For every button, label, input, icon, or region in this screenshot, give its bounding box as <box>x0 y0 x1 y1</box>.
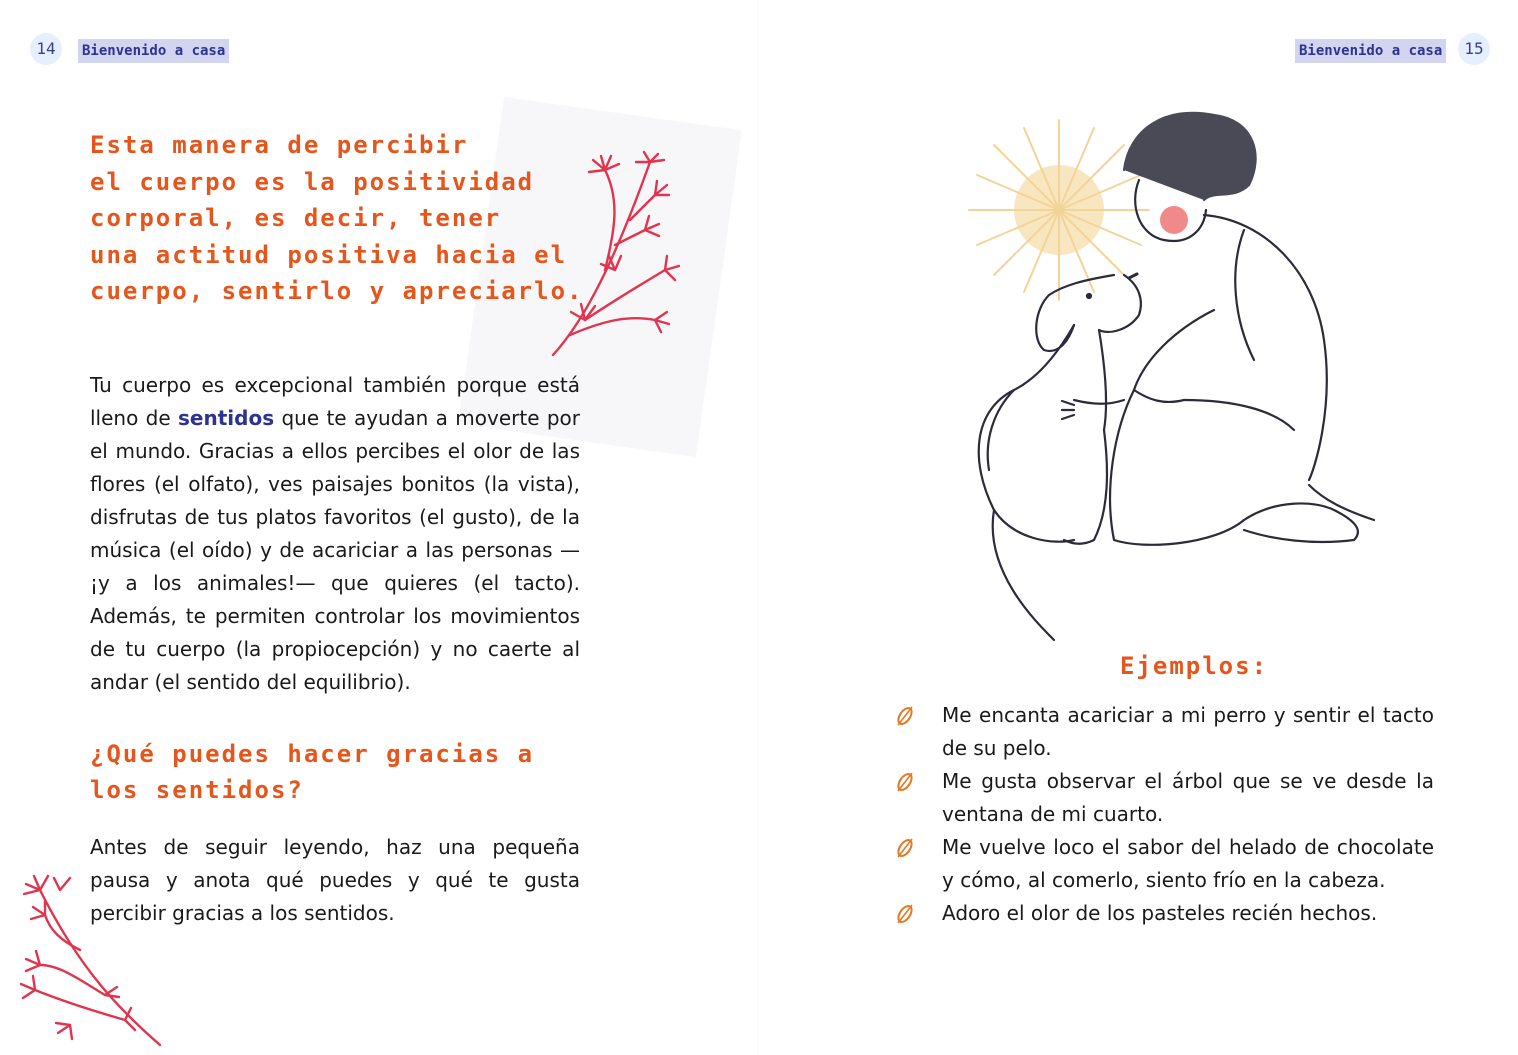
section-heading: ¿Qué puedes hacer gracias a los sentidos? <box>90 740 535 804</box>
intro-heading-line: una actitud positiva hacia el <box>90 240 568 269</box>
leaf-bullet-icon <box>894 771 916 793</box>
list-item <box>894 831 1434 897</box>
examples-title: Ejemplos: <box>1119 652 1269 680</box>
examples-list <box>894 699 1434 930</box>
list-item <box>894 765 1434 831</box>
sprig-illustration-top <box>545 150 680 360</box>
body-paragraph <box>90 369 580 699</box>
list-item <box>894 699 1434 765</box>
intro-heading-line: corporal, es decir, tener <box>90 204 502 232</box>
running-title: Bienvenido a casa <box>1295 39 1446 63</box>
paragraph-text: que te ayudan a moverte por el mundo. Gracias a ellos percibes el olor de las flores (el olfato), ves paisajes bonitos (la vista), disfrutas de tus platos favoritos (el gusto), de la música (el oído) y de acariciar a las personas —¡y a los animales!— que quieres (el tacto). Además, te permiten controlar los movimientos de tu cuerpo (la propiocepción) y no caerte al andar (el sentido del equilibrio). <box>90 406 581 694</box>
highlighted-term: sentidos <box>178 406 275 430</box>
boy-and-dog-illustration <box>914 100 1474 660</box>
example-text: Me vuelve loco el sabor del helado de chocolate y cómo, al comerlo, siento frío en la cabeza. <box>942 835 1434 892</box>
running-title: Bienvenido a casa <box>78 39 229 63</box>
sprig-illustration-bottom <box>0 870 170 1055</box>
intro-heading-line: cuerpo, sentirlo y apreciarlo. <box>90 277 584 305</box>
leaf-bullet-icon <box>894 903 916 925</box>
page-number: 15 <box>1458 33 1490 65</box>
right-page <box>759 0 1518 1055</box>
intro-heading <box>90 127 584 310</box>
example-text: Adoro el olor de los pasteles recién hechos. <box>942 901 1378 925</box>
page-number: 14 <box>30 33 62 65</box>
leaf-bullet-icon <box>894 705 916 727</box>
intro-heading-line: Esta manera de percibir <box>90 131 469 159</box>
leaf-bullet-icon <box>894 837 916 859</box>
intro-heading-line: el cuerpo es la positividad <box>90 167 535 196</box>
example-text: Me encanta acariciar a mi perro y sentir el tacto de su pelo. <box>942 703 1434 760</box>
list-item <box>894 897 1434 930</box>
paragraph-text: Tu cuerpo es excepcional también porque está lleno de <box>90 373 580 430</box>
body-paragraph: Antes de seguir leyendo, haz una pequeña pausa y anota qué puedes y qué te gusta percibir gracias a los sentidos. <box>90 835 580 925</box>
example-text: Me gusta observar el árbol que se ve desde la ventana de mi cuarto. <box>942 769 1434 826</box>
sun-icon <box>969 120 1149 300</box>
